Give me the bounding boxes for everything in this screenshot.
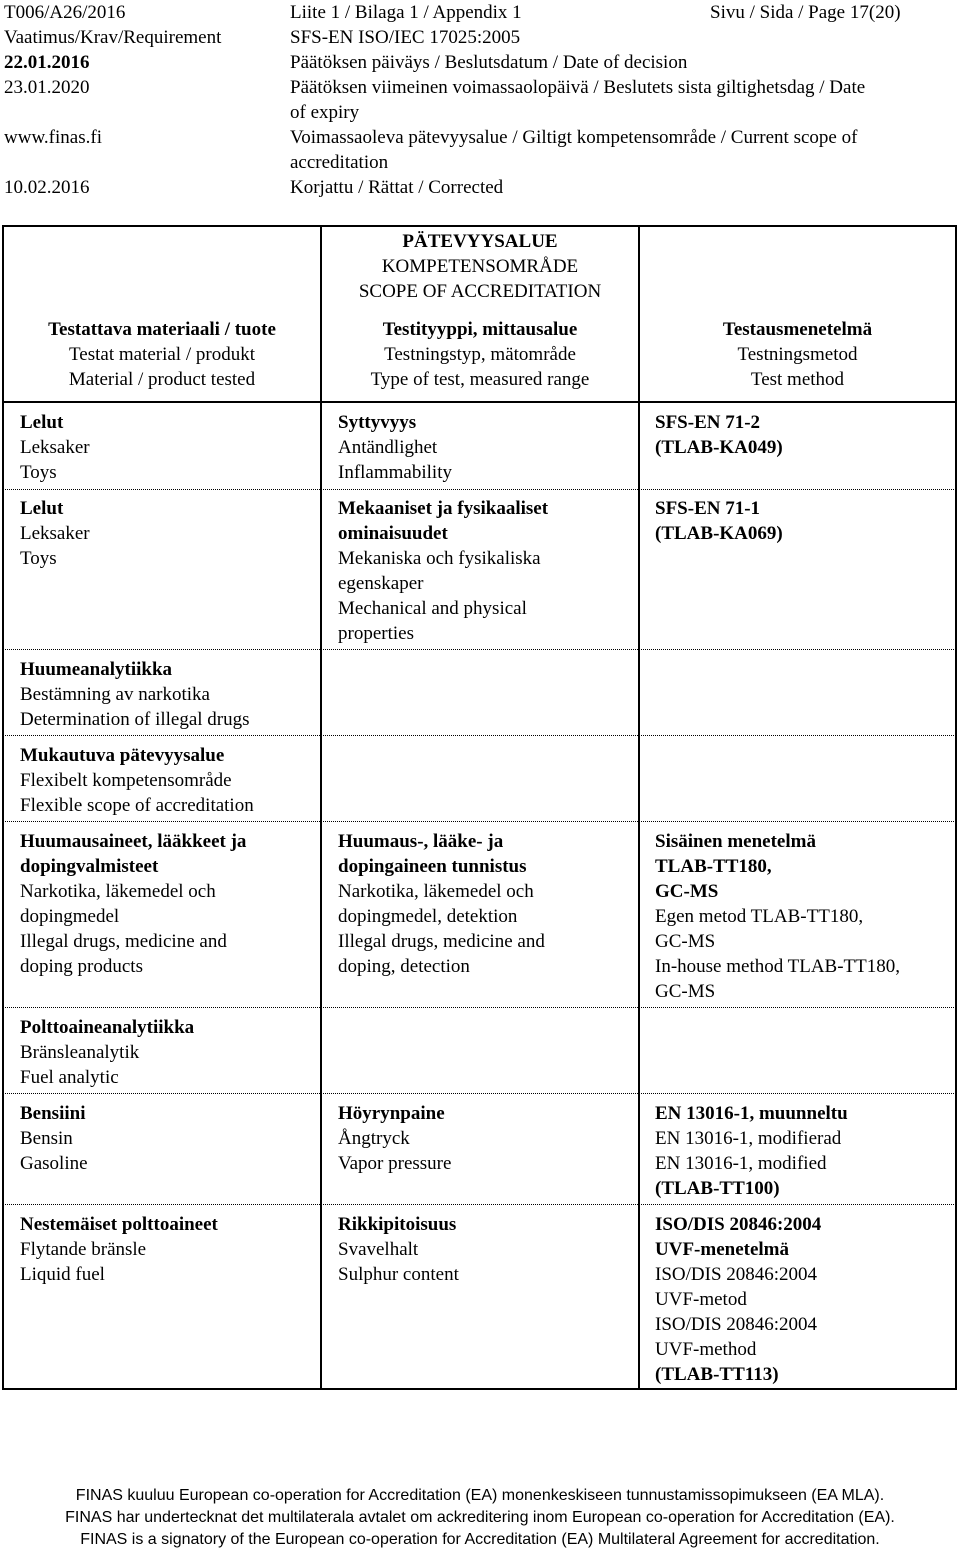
material-sv: Leksaker	[20, 437, 90, 458]
expiry-date: 23.01.2020	[4, 77, 90, 98]
cell-material	[20, 496, 90, 571]
table-top-border	[2, 225, 957, 227]
table-col-divider-2	[638, 225, 640, 1390]
method-code: (TLAB-TT100)	[655, 1178, 780, 1199]
section-title-en: Fuel analytic	[20, 1067, 119, 1088]
row-separator	[2, 735, 956, 736]
test-sv: Svavelhalt	[338, 1239, 419, 1260]
cell-test	[338, 829, 545, 979]
material-sv: Narkotika, läkemedel och	[20, 881, 216, 902]
method-code: (TLAB-TT113)	[655, 1364, 779, 1385]
scope-label-cont: accreditation	[290, 152, 389, 173]
method-en: In-house method TLAB-TT180,	[655, 956, 901, 977]
test-sv: Narkotika, läkemedel och	[338, 881, 534, 902]
website-link[interactable]: www.finas.fi	[4, 127, 102, 148]
material-en: Liquid fuel	[20, 1264, 105, 1285]
material-fi: dopingvalmisteet	[20, 856, 159, 877]
cell-material	[20, 743, 254, 818]
test-sv: Mekaniska och fysikaliska	[338, 548, 541, 569]
corrected-date: 10.02.2016	[4, 177, 90, 198]
test-fi: Mekaaniset ja fysikaaliset	[338, 498, 549, 519]
row-separator	[2, 649, 956, 650]
cell-material	[20, 829, 246, 979]
test-en: Mechanical and physical	[338, 598, 527, 619]
material-sv: Flytande bränsle	[20, 1239, 147, 1260]
scope-title	[322, 229, 638, 304]
material-sv: dopingmedel	[20, 906, 120, 927]
material-en: Toys	[20, 548, 57, 569]
row-separator	[2, 489, 956, 490]
expiry-label: Päätöksen viimeinen voimassaolopäivä / Beslutets sista giltighetsdag / Date	[290, 77, 866, 98]
cell-material	[20, 1101, 88, 1176]
cell-material	[20, 1212, 218, 1287]
section-title-en: Determination of illegal drugs	[20, 709, 250, 730]
row-separator	[2, 1093, 956, 1094]
section-title-fi: Polttoaineanalytiikka	[20, 1017, 195, 1038]
footer-line-fi: FINAS kuuluu European co-operation for Accreditation (EA) monenkeskiseen tunnustamissopimukseen (EA MLA).	[75, 1487, 885, 1504]
flex-scope-fi: Mukautuva pätevyysalue	[20, 745, 225, 766]
cell-test	[338, 1212, 459, 1287]
method-sv: EN 13016-1, modifierad	[655, 1128, 842, 1149]
footer-line-en: FINAS is a signatory of the European co-operation for Accreditation (EA) Multilateral Agreement for accreditation.	[80, 1531, 880, 1548]
material-sv: Leksaker	[20, 523, 90, 544]
table-right-border	[955, 225, 957, 1390]
material-en: Illegal drugs, medicine and	[20, 931, 227, 952]
test-en: Sulphur content	[338, 1264, 459, 1285]
method-en: UVF-method	[655, 1339, 757, 1360]
table-col-divider-1	[320, 225, 322, 1390]
material-fi: Nestemäiset polttoaineet	[20, 1214, 218, 1235]
material-en: Gasoline	[20, 1153, 88, 1174]
column-header-fi: Testattava materiaali / tuote	[48, 319, 276, 340]
scope-title-sv: KOMPETENSOMRÅDE	[381, 256, 579, 277]
column-header-fi: Testityyppi, mittausalue	[382, 319, 578, 340]
column-header-fi: Testausmenetelmä	[722, 319, 873, 340]
test-en: Inflammability	[338, 462, 452, 483]
column-header-material	[4, 317, 320, 392]
decision-date: 22.01.2016	[4, 52, 90, 73]
test-fi: Syttyvyys	[338, 412, 417, 433]
method-sv: GC-MS	[655, 931, 716, 952]
column-header-sv: Testningsmetod	[737, 344, 858, 365]
material-fi: Bensiini	[20, 1103, 86, 1124]
material-en: Toys	[20, 462, 57, 483]
method-en: GC-MS	[655, 981, 716, 1002]
method-line: (TLAB-KA049)	[655, 437, 783, 458]
cell-method	[655, 1101, 848, 1201]
method-fi: TLAB-TT180,	[655, 856, 772, 877]
doc-number: T006/A26/2016	[4, 2, 126, 23]
cell-method	[655, 410, 783, 460]
section-title-fi: Huumeanalytiikka	[20, 659, 173, 680]
test-sv: dopingmedel, detektion	[338, 906, 518, 927]
column-header-en: Material / product tested	[68, 369, 256, 390]
test-en: properties	[338, 623, 414, 644]
test-fi: ominaisuudet	[338, 523, 448, 544]
method-fi: GC-MS	[655, 881, 719, 902]
method-line: SFS-EN 71-1	[655, 498, 761, 519]
material-en: doping products	[20, 956, 143, 977]
expiry-label-cont: of expiry	[290, 102, 360, 123]
method-fi: ISO/DIS 20846:2004	[655, 1214, 822, 1235]
row-separator	[2, 1204, 956, 1205]
column-header-en: Type of test, measured range	[370, 369, 590, 390]
appendix-label: Liite 1 / Bilaga 1 / Appendix 1	[290, 2, 522, 23]
test-fi: Höyrynpaine	[338, 1103, 445, 1124]
test-fi: dopingaineen tunnistus	[338, 856, 527, 877]
scope-title-fi: PÄTEVYYSALUE	[402, 231, 558, 252]
cell-test	[338, 1101, 451, 1176]
test-sv: Antändlighet	[338, 437, 438, 458]
cell-method	[655, 1212, 821, 1387]
test-en: doping, detection	[338, 956, 470, 977]
test-fi: Rikkipitoisuus	[338, 1214, 457, 1235]
scope-title-en: SCOPE OF ACCREDITATION	[358, 281, 602, 302]
footer-line-sv: FINAS har undertecknat det multilaterala avtalet om ackreditering inom European co-operation for Accreditation (EA).	[65, 1509, 895, 1526]
column-header-sv: Testat material / produkt	[69, 344, 255, 365]
column-header-sv: Testningstyp, mätområde	[384, 344, 576, 365]
page-number: Sivu / Sida / Page 17(20)	[710, 2, 901, 23]
cell-test	[338, 496, 548, 646]
corrected-label: Korjattu / Rättat / Corrected	[290, 177, 504, 198]
cell-material	[20, 657, 250, 732]
method-sv: UVF-metod	[655, 1289, 747, 1310]
material-fi: Lelut	[20, 498, 64, 519]
test-sv: egenskaper	[338, 573, 424, 594]
row-separator	[2, 821, 956, 822]
column-header-en: Test method	[750, 369, 845, 390]
material-fi: Huumausaineet, lääkkeet ja	[20, 831, 247, 852]
cell-material	[20, 410, 90, 485]
material-fi: Lelut	[20, 412, 64, 433]
method-line: SFS-EN 71-2	[655, 412, 761, 433]
cell-test	[338, 410, 452, 485]
requirement-label: Vaatimus/Krav/Requirement	[4, 27, 222, 48]
row-separator	[2, 1007, 956, 1008]
material-sv: Bensin	[20, 1128, 73, 1149]
method-en: ISO/DIS 20846:2004	[655, 1314, 818, 1335]
scope-label: Voimassaoleva pätevyysalue / Giltigt kompetensområde / Current scope of	[290, 127, 858, 148]
test-en: Vapor pressure	[338, 1153, 452, 1174]
column-header-method	[640, 317, 955, 392]
cell-method	[655, 496, 783, 546]
test-sv: Ångtryck	[338, 1128, 410, 1149]
method-fi: Sisäinen menetelmä	[655, 831, 816, 852]
table-bottom-border	[2, 1388, 957, 1390]
cell-material	[20, 1015, 194, 1090]
method-fi: EN 13016-1, muunneltu	[655, 1103, 848, 1124]
method-sv: Egen metod TLAB-TT180,	[655, 906, 864, 927]
column-header-test	[322, 317, 638, 392]
flex-scope-sv: Flexibelt kompetensområde	[20, 770, 232, 791]
method-line: (TLAB-KA069)	[655, 523, 783, 544]
requirement-standard: SFS-EN ISO/IEC 17025:2005	[290, 27, 521, 48]
method-sv: ISO/DIS 20846:2004	[655, 1264, 818, 1285]
table-header-border	[2, 401, 957, 403]
method-fi: UVF-menetelmä	[655, 1239, 790, 1260]
decision-date-label: Päätöksen päiväys / Beslutsdatum / Date of decision	[290, 52, 688, 73]
flex-scope-en: Flexible scope of accreditation	[20, 795, 254, 816]
table-left-border	[2, 225, 4, 1390]
test-en: Illegal drugs, medicine and	[338, 931, 545, 952]
section-title-sv: Bränsleanalytik	[20, 1042, 140, 1063]
cell-method	[655, 829, 900, 1004]
section-title-sv: Bestämning av narkotika	[20, 684, 210, 705]
method-en: EN 13016-1, modified	[655, 1153, 827, 1174]
test-fi: Huumaus-, lääke- ja	[338, 831, 504, 852]
